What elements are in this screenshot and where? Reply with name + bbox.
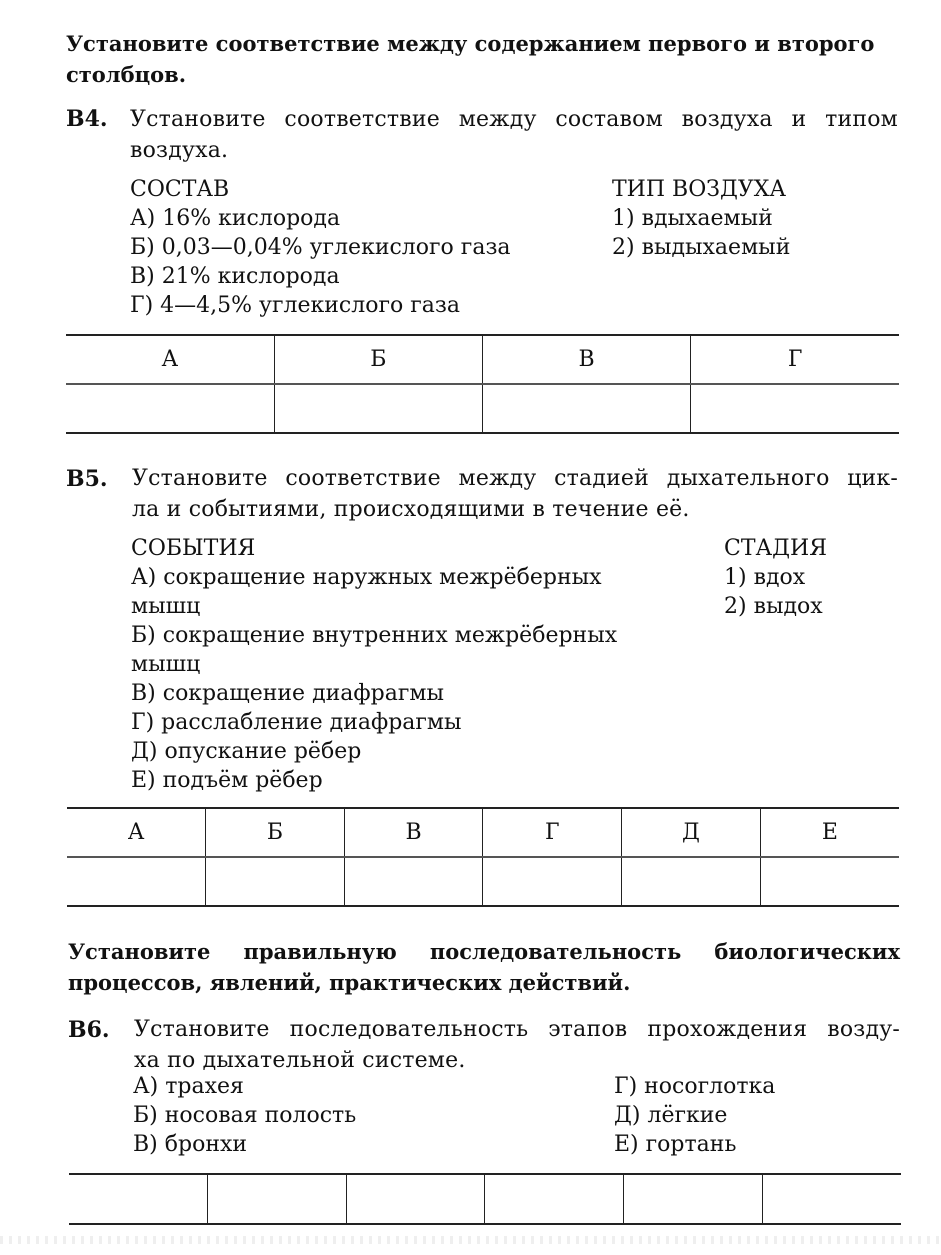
b6-answer-cell-3[interactable] — [346, 1174, 485, 1224]
b4-option-b: Б) 0,03—0,04% углекислого газа — [130, 235, 511, 260]
b4-number: В4. — [66, 106, 108, 132]
b6-step-d: Д) лёгкие — [614, 1103, 728, 1128]
b4-option-v: В) 21% кислорода — [130, 264, 340, 289]
b5-answer-cell-a[interactable] — [67, 857, 206, 906]
b5-event-b-cont: мышц — [131, 652, 201, 677]
b5-event-d: Д) опускание рёбер — [131, 739, 362, 764]
b4-answer-header-b: Б — [274, 335, 482, 384]
b5-event-a: А) сокращение наружных межрёберных — [131, 565, 602, 590]
b5-stage-1: 1) вдох — [724, 565, 806, 590]
b6-text-line2: ха по дыхательной системе. — [134, 1048, 466, 1073]
b6-step-v: В) бронхи — [133, 1132, 248, 1157]
b4-air-type-header: ТИП ВОЗДУХА — [612, 177, 787, 202]
b4-answer-header-g: Г — [691, 335, 899, 384]
b5-answer-header-a: А — [67, 808, 206, 857]
b4-answer-cell-g[interactable] — [691, 384, 899, 433]
b5-answer-header-d: Д — [622, 808, 761, 857]
b5-stage-header: СТАДИЯ — [724, 536, 828, 561]
b5-answer-cell-d[interactable] — [622, 857, 761, 906]
b4-answer-cell-b[interactable] — [274, 384, 482, 433]
b4-text-line2: воздуха. — [130, 138, 229, 163]
b6-step-b: Б) носовая полость — [133, 1103, 357, 1128]
b5-question-text — [132, 463, 898, 525]
b4-type-1: 1) вдыхаемый — [612, 206, 773, 231]
b6-step-e: Е) гортань — [614, 1132, 737, 1157]
b6-question-text — [134, 1014, 900, 1076]
b6-answer-cell-2[interactable] — [208, 1174, 347, 1224]
b6-right-column — [614, 1072, 775, 1159]
b6-answer-cell-1[interactable] — [69, 1174, 208, 1224]
b5-answer-header-row — [67, 808, 899, 857]
b4-air-type-column — [612, 175, 790, 262]
b5-event-g: Г) расслабление диафрагмы — [131, 710, 462, 735]
b6-answer-table — [69, 1173, 901, 1225]
b5-event-b: Б) сокращение внутренних межрёберных — [131, 623, 618, 648]
b4-composition-header: СОСТАВ — [130, 177, 230, 202]
b5-stage-column — [724, 534, 827, 621]
b4-composition-column — [130, 175, 511, 320]
b6-left-column — [133, 1072, 356, 1159]
b5-answer-header-e: Е — [760, 808, 899, 857]
b6-answer-cell-6[interactable] — [762, 1174, 901, 1224]
b5-event-e: Е) подъём рёбер — [131, 768, 323, 793]
b4-answer-table — [66, 334, 899, 434]
b5-event-v: В) сокращение диафрагмы — [131, 681, 444, 706]
scan-edge-noise — [0, 1236, 941, 1244]
b6-answer-cell-5[interactable] — [624, 1174, 763, 1224]
b6-number: В6. — [68, 1017, 110, 1043]
b4-option-g: Г) 4—4,5% углекислого газа — [130, 293, 460, 318]
b4-question-text — [130, 104, 898, 166]
b6-step-g: Г) носоглотка — [614, 1074, 776, 1099]
b5-answer-cell-g[interactable] — [483, 857, 622, 906]
b5-event-a-cont: мышц — [131, 594, 201, 619]
sequence-section-heading — [68, 936, 900, 998]
b4-answer-header-row — [66, 335, 899, 384]
b5-events-column — [131, 534, 617, 795]
b4-type-2: 2) выдыхаемый — [612, 235, 791, 260]
sequence-heading-line2: процессов, явлений, практических действий. — [68, 970, 631, 995]
b4-answer-header-v: В — [483, 335, 691, 384]
b5-answer-cell-e[interactable] — [760, 857, 899, 906]
b5-answer-cell-b[interactable] — [206, 857, 345, 906]
matching-section-heading: Установите соответствие между содержанием первого и второго столбцов. — [66, 31, 875, 87]
b5-text-line2: ла и событиями, происходящими в течение её. — [132, 497, 690, 522]
b5-answer-input-row — [67, 857, 899, 906]
b6-text-line1: Установите последовательность этапов прохождения возду- — [134, 1017, 900, 1042]
b4-answer-input-row — [66, 384, 899, 433]
b4-answer-cell-a[interactable] — [66, 384, 274, 433]
b5-answer-header-b: Б — [206, 808, 345, 857]
b5-number: В5. — [66, 466, 108, 492]
b4-option-a: А) 16% кислорода — [130, 206, 341, 231]
b6-answer-input-row — [69, 1174, 901, 1224]
b4-answer-header-a: А — [66, 335, 274, 384]
b5-events-header: СОБЫТИЯ — [131, 536, 256, 561]
b4-text-line1: Установите соответствие между составом воздуха и типом — [130, 107, 898, 132]
sequence-heading-line1: Установите правильную последовательность биологических — [68, 939, 900, 964]
b5-answer-table — [67, 807, 899, 907]
b6-answer-cell-4[interactable] — [485, 1174, 624, 1224]
b5-answer-header-v: В — [344, 808, 483, 857]
b5-answer-header-g: Г — [483, 808, 622, 857]
b6-step-a: А) трахея — [133, 1074, 244, 1099]
b5-text-line1: Установите соответствие между стадией дыхательного цик- — [132, 466, 898, 491]
b4-answer-cell-v[interactable] — [483, 384, 691, 433]
b5-answer-cell-v[interactable] — [344, 857, 483, 906]
b5-stage-2: 2) выдох — [724, 594, 823, 619]
